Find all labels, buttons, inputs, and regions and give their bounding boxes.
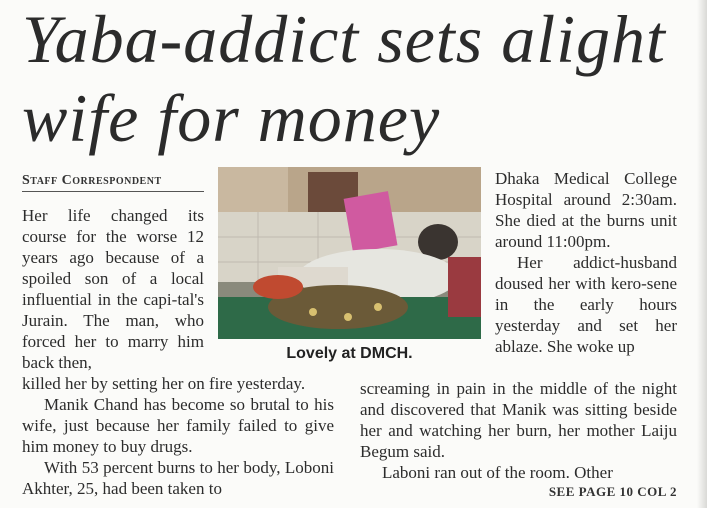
continuation-link[interactable]: SEE PAGE 10 COL 2	[548, 484, 677, 499]
lower-right-column	[360, 378, 677, 483]
headline	[22, 0, 702, 158]
paragraph-1: Her life changed its course for the worse 12 years ago because of a spoiled son of a local influential in the capi-tal's Jurain. The man, who forced her to marry him back then,	[22, 206, 204, 372]
page-edge-shadow	[697, 0, 707, 508]
col3-paragraph-2: Her addict-husband doused her with kero-sene in the early hours yesterday and set her ablaze. She woke up	[495, 253, 677, 356]
lower-left-column	[22, 373, 334, 499]
paragraph-1-end: killed her by setting her on fire yesterday.	[22, 374, 306, 393]
column-1	[22, 205, 204, 373]
column-3	[495, 168, 677, 357]
col3-paragraph-2-end: screaming in pain in the middle of the night and discovered that Manik was sitting beside her and watching her burn, her mother Laiju Begum said.	[360, 379, 677, 461]
col3-paragraph-1: Dhaka Medical College Hospital around 2:30am. She died at the burns unit around 11:00pm.	[495, 169, 677, 251]
col3-paragraph-3: Laboni ran out of the room. Other	[382, 463, 613, 482]
paragraph-3: With 53 percent burns to her body, Loboni Akhter, 25, had been taken to	[22, 458, 334, 498]
paragraph-2: Manik Chand has become so brutal to his wife, just because her family failed to give him money to buy drugs.	[22, 395, 334, 456]
headline-line-1: Yaba-addict sets alight	[22, 1, 666, 77]
photo-caption: Lovely at DMCH.	[286, 345, 413, 362]
byline: Staff Correspondent	[22, 173, 204, 192]
headline-line-2: wife for money	[22, 80, 441, 156]
hospital-photo-image	[218, 167, 481, 339]
news-photo	[218, 167, 481, 339]
